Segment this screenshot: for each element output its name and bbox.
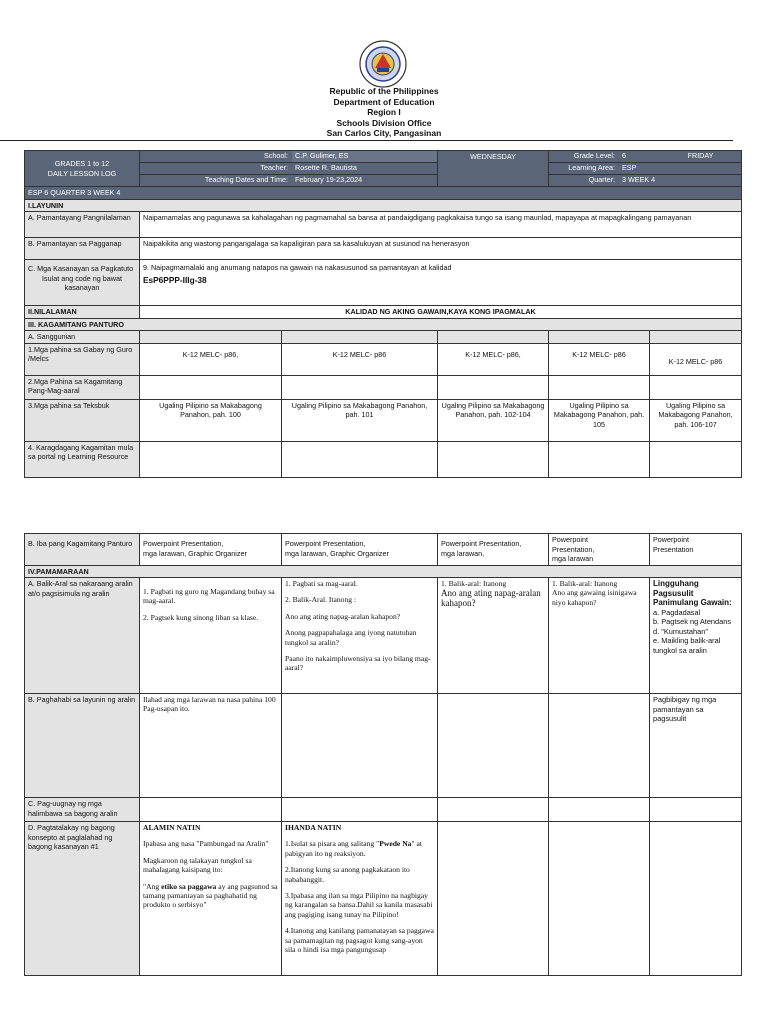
ihanda-natin-p3: 3.Ipabasa ang ilan sa mga Pilipino na nagbigay ng karangalan sa bansa.Dahil sa kanila masasabi ang pagiging isang tunay na Pilipino! [285,891,433,919]
teksbuk-wed: Ugaling Pilipino sa Makabagong Panahon, pah. 102-104 [438,399,549,441]
dates-value: February 19-23,2024 [295,175,363,184]
pagtatalakay-tue [282,822,438,976]
log-title: DAILY LESSON LOG [47,168,117,178]
lesson-log-table [24,150,742,478]
header-republic: Republic of the Philippines [329,86,439,96]
alamin-natin-p2: Magkaroon ng talakayan tungkol sa mahalagang kaisipang ito: [143,855,252,875]
day-wednesday: WEDNESDAY [438,151,549,187]
teksbuk-label: 3.Mga pahina sa Teksbuk [25,399,140,441]
quarter-label: Quarter: [588,175,616,184]
kasanayan-label-cell [25,260,140,306]
balik-aral-mon [140,578,282,694]
ihanda-natin-p2: 2.Itanong kung sa anong pagkakataon ito nababanggit. [285,865,410,884]
school-label: School: [264,151,288,160]
teacher-value: Rosette R. Bautista [295,163,357,172]
iba-pang-kagamitan-mon: Powerpoint Presentation, mga larawan, Graphic Organizer [140,534,282,566]
ihanda-natin-title: IHANDA NATIN [285,823,342,832]
nilalaman-text: KALIDAD NG AKING GAWAIN,KAYA KONG IPAGMALAK [140,306,742,319]
pamantayan-pagganap-label: B. Pamantayan sa Pagganap [25,238,140,260]
gabay-guro-tue: K-12 MELC- p86 [282,343,438,375]
school-info-cell [140,151,438,187]
pamantayan-pagganap-text: Naipakikita ang wastong pangangalaga sa kapaligiran para sa kasalukuyan at susunod na henerasyon [140,238,742,260]
pagtatalakay-mon [140,822,282,976]
kasanayan-code-label: Isulat ang code ng bawat kasanayan [42,273,122,292]
alamin-natin-title: ALAMIN NATIN [143,823,201,832]
quarter-value: 3 WEEK 4 [622,175,656,184]
grades-label: GRADES 1 to 12 [54,159,110,168]
balik-aral-tue-q2: Anong pagpapahalaga ang iyong natutuhan tungkol sa aralin? [285,628,417,647]
paghahabi-fri: Pagbibigay ng mga pamantayan sa pagsusulit [650,694,742,798]
balik-aral-wed-q1: Ano ang ating napag-aralan kahapon? [441,588,541,609]
kasanayan-code: EsP6PPP-IIIg-38 [143,274,207,285]
pamantayang-pangnilalaman-text: Naipamamalas ang pagunawa sa kahalagahan ng pagmamahal sa bansa at pandaigdigang pagkakaisa tungo sa isang maunlad, mapayapa at mapagkalingang pamayanan [140,212,742,238]
kasanayan-text: 9. Naipagmamalaki ang anumang natapos na gawain na nakasusunod sa pamantayan at kalidad [143,263,452,272]
learning-resource-label: 4. Karagdagang Kagamitan mula sa portal ng Learning Resource [25,441,140,477]
balik-aral-mon-step1: 1. Pagbati ng guro ng Magandang buhay sa mag-aaral. [143,587,275,606]
balik-aral-tue-step2: 2. Balik-Aral. Itanong : [285,595,357,605]
area-label: Learning Area: [568,163,616,172]
gabay-guro-label: 1.Mga pahina sa Gabay ng Guro /Melcs [25,343,140,375]
paghahabi-mon-p2: Pag-usapan ito. [143,704,190,714]
quarter-subtitle: ESP 6 QUARTER 3 WEEK 4 [25,187,742,200]
grade-info-cell [549,151,742,187]
balik-aral-label: A. Balik-Aral sa nakaraang aralin at/o pagsisimula ng aralin [25,578,140,694]
iba-pang-kagamitan-tue: Powerpoint Presentation, mga larawan, Graphic Organizer [282,534,438,566]
paghahabi-mon [140,694,282,798]
balik-aral-thu-step1: 1. Balik-aral: Itanong [552,579,618,588]
pamantayang-pangnilalaman-label: A. Pamantayang Pangnilalaman [25,212,140,238]
alamin-natin-p1: Ipabasa ang nasa "Pambungad na Aralin" [143,839,269,849]
header-region: Region I [367,107,401,118]
fri-item-1: a. Pagdadasal [653,607,701,617]
gabay-guro-mon: K-12 MELC- p86, [140,343,282,375]
lesson-log-table-continued [24,533,742,976]
lingguhang-pagsusulit: Lingguhang Pagsusulit [653,579,699,598]
day-friday: FRIDAY [687,151,714,160]
fri-item-4: e. Maikling balik-aral tungkol sa aralin [653,636,721,655]
teksbuk-fri: Ugaling Pilipino sa Makabagong Panahon, pah. 106-107 [650,399,742,441]
grades-cell [25,151,140,187]
section-kagamitan: III. KAGAMITANG PANTURO [25,318,742,331]
balik-aral-tue-q3: Paano ito nakaimpluwensiya sa iyo bilang mag-aaral? [285,654,431,673]
balik-aral-fri [650,578,742,694]
iba-pang-kagamitan-wed: Powerpoint Presentation, mga larawan, [438,534,549,566]
grade-label: Grade Level: [573,151,616,160]
iba-pang-kagamitan-fri: Powerpoint Presentation [650,534,742,566]
header-deped: Department of Education [333,96,435,107]
gabay-guro-fri: K-12 MELC- p86 [650,343,742,375]
deped-seal-icon [359,40,407,88]
balik-aral-mon-step2: 2. Pagtsek kung sinong liban sa klase. [143,612,259,622]
iba-pang-kagamitan-thu: Powerpoint Presentation, mga larawan [549,534,650,566]
area-value: ESP [622,163,637,172]
dates-label: Teaching Dates and Time: [204,175,288,184]
alamin-natin-p3: "Ang etiko sa paggawa ay ang pagsunod sa tamang pamantayan sa paghahatid ng produkto o serbisyo" [143,881,278,910]
header-city: San Carlos City, Pangasinan [326,128,442,139]
teksbuk-tue: Ugaling Pilipino sa Makabagong Panahon, pah. 101 [282,399,438,441]
teacher-label: Teacher: [260,163,288,172]
fri-item-2: b. Pagtsek ng Atendans [653,617,732,626]
teksbuk-mon: Ugaling Pilipino sa Makabagong Panahon, pah. 100 [140,399,282,441]
kagamitang-mag-aaral-label: 2.Mga Pahina sa Kagamitang Pang-Mag-aaral [25,375,140,399]
school-value: C.P. Gulimer, ES [292,151,437,162]
gabay-guro-thu: K-12 MELC- p86 [549,343,650,375]
kasanayan-label: C. Mga Kasanayan sa Pagkatuto [28,264,134,273]
paghahabi-mon-p1: Ilahad ang mga larawan na nasa pahina 100 [143,695,276,704]
balik-aral-thu [549,578,650,694]
section-layunin: I.LAYUNIN [25,199,742,212]
sanggunian-label: A. Sanggunian [25,331,140,344]
kasanayan-cell [140,260,742,306]
balik-aral-thu-q1: Ano ang gawaing isinigawa niyo kahapon? [552,588,637,607]
ihanda-natin-p4: 4.Itanong ang kanilang pamanatayan sa paggawa sa pamamagitan ng pagsagot kung sang-ayon sila o hindi isa mga pangungusap [285,926,434,955]
header-division: Schools Division Office [336,117,432,128]
paghahabi-label: B. Paghahabi sa layunin ng aralin [25,694,140,798]
balik-aral-tue [282,578,438,694]
balik-aral-wed-step1: 1. Balik-aral: Itanong [441,579,507,588]
iba-pang-kagamitan-label: B. Iba pang Kagamitang Panturo [25,534,140,566]
panimulang-gawain: Panimulang Gawain: [653,598,732,607]
pagtatalakay-label: D. Pagtatalakay ng bagong konsepto at paglalahad ng bagong kasanayan #1 [25,822,140,976]
fri-item-3: d. "Kumustahan" [653,626,708,636]
pag-uugnay-label: C. Pag-uugnay ng mga halimbawa sa bagong aralin [25,798,140,822]
balik-aral-tue-step1: 1. Pagbati sa mag-aaral. [285,579,358,588]
balik-aral-tue-q1: Ano ang ating napag-aralan kahapon? [285,611,401,621]
grade-value: 6 [622,151,627,160]
section-pamamaraan: IV.PAMAMARAAN [25,565,742,578]
ihanda-natin-p1: 1.Isulat sa pisara ang salitang "Pwede Na" at pabigyan ito ng reaksiyon. [285,839,422,858]
gabay-guro-wed: K-12 MELC- p86, [438,343,549,375]
header-divider [0,140,733,141]
balik-aral-wed [438,578,549,694]
section-nilalaman: II.NILALAMAN [25,306,140,319]
teksbuk-thu: Ugaling Pilipino sa Makabagong Panahon, pah. 105 [549,399,650,441]
